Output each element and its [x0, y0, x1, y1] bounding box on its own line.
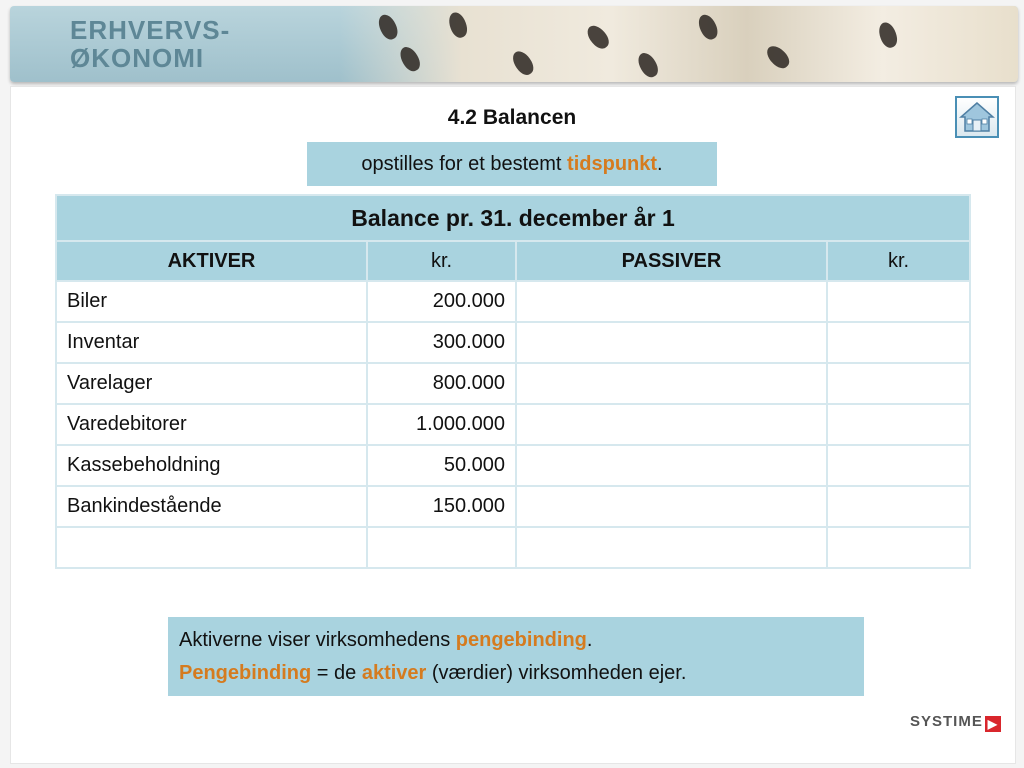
- header-photo: [340, 6, 1018, 82]
- passiv-amount: [827, 404, 970, 445]
- table-row: [56, 281, 970, 322]
- passiv-amount: [827, 363, 970, 404]
- page-title: 4.2 Balancen: [447, 106, 577, 129]
- note-line1: [179, 624, 853, 657]
- footstep-icon: [695, 12, 720, 42]
- header-passiver: PASSIVER: [516, 241, 827, 281]
- aktiv-name: Biler: [56, 281, 367, 322]
- footstep-icon: [397, 44, 424, 75]
- table-row: [56, 404, 970, 445]
- aktiv-amount: 800.000: [367, 363, 516, 404]
- aktiv-amount: 300.000: [367, 322, 516, 363]
- passiv-name: [516, 363, 827, 404]
- aktiv-name: Kassebeholdning: [56, 445, 367, 486]
- balance-table: [55, 194, 971, 569]
- aktiv-name: Varelager: [56, 363, 367, 404]
- passiv-amount: [827, 322, 970, 363]
- aktiv-name: Bankindestående: [56, 486, 367, 527]
- aktiv-name: Inventar: [56, 322, 367, 363]
- footstep-icon: [509, 48, 537, 78]
- subtitle-prefix: opstilles for et bestemt: [361, 153, 568, 175]
- note-accent: pengebinding: [455, 629, 587, 651]
- aktiv-name: Varedebitorer: [56, 404, 367, 445]
- header-banner: [10, 6, 1018, 82]
- footstep-icon: [635, 50, 662, 81]
- passiv-name: [516, 445, 827, 486]
- aktiv-name: [56, 527, 367, 568]
- header-aktiver: AKTIVER: [56, 241, 367, 281]
- passiv-amount: [827, 486, 970, 527]
- note-accent: Pengebinding: [179, 662, 312, 684]
- note-text: (værdier) virksomheden ejer.: [426, 662, 687, 684]
- header-kr-passiver: kr.: [827, 241, 970, 281]
- subtitle-box: [307, 142, 717, 186]
- footstep-icon: [375, 12, 400, 42]
- note-accent: aktiver: [361, 662, 427, 684]
- passiv-amount: [827, 445, 970, 486]
- footstep-icon: [584, 22, 613, 52]
- subtitle-suffix: .: [657, 153, 663, 175]
- footstep-icon: [763, 42, 793, 72]
- table-caption: Balance pr. 31. december år 1: [56, 195, 970, 241]
- footstep-icon: [446, 10, 470, 40]
- explanation-box: [168, 617, 864, 696]
- logo-line1: ERHVERVS-: [70, 15, 231, 45]
- table-row: [56, 527, 970, 568]
- passiv-name: [516, 322, 827, 363]
- app-logo: [70, 16, 230, 72]
- note-text: Aktiverne viser virksomhedens: [179, 629, 456, 651]
- home-icon: [957, 98, 997, 136]
- aktiv-amount: 1.000.000: [367, 404, 516, 445]
- arrow-icon: ▶: [985, 716, 1001, 732]
- home-button[interactable]: [955, 96, 999, 138]
- aktiv-amount: [367, 527, 516, 568]
- note-text: = de: [311, 662, 362, 684]
- note-line2: [179, 657, 853, 690]
- table-row: [56, 322, 970, 363]
- table-row: [56, 486, 970, 527]
- systime-logo[interactable]: [910, 713, 1001, 732]
- subtitle-accent: tidspunkt: [567, 153, 658, 175]
- aktiv-amount: 200.000: [367, 281, 516, 322]
- footstep-icon: [876, 20, 900, 50]
- passiv-amount: [827, 281, 970, 322]
- note-text: .: [586, 629, 593, 651]
- passiv-name: [516, 281, 827, 322]
- table-row: [56, 363, 970, 404]
- logo-line2: ØKONOMI: [70, 43, 205, 73]
- passiv-name: [516, 404, 827, 445]
- aktiv-amount: 50.000: [367, 445, 516, 486]
- passiv-name: [516, 486, 827, 527]
- header-kr-aktiver: kr.: [367, 241, 516, 281]
- passiv-name: [516, 527, 827, 568]
- aktiv-amount: 150.000: [367, 486, 516, 527]
- brand-text: SYSTIME: [910, 713, 983, 730]
- table-row: [56, 445, 970, 486]
- passiv-amount: [827, 527, 970, 568]
